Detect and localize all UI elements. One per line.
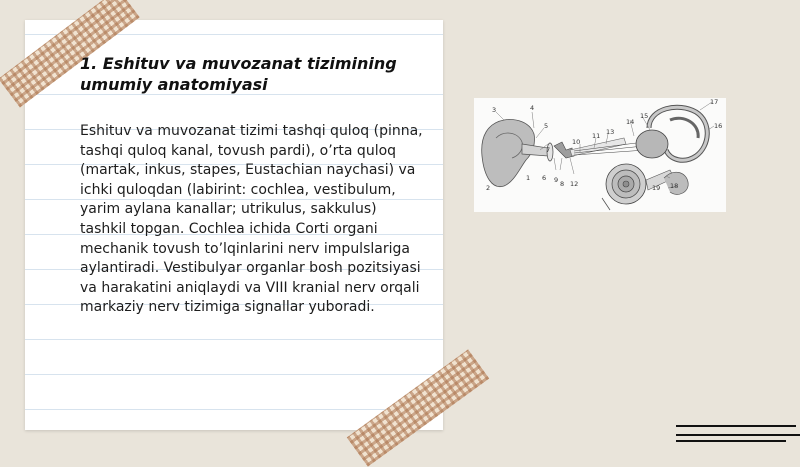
ear-anatomy-illustration	[474, 98, 726, 212]
slide-body-text: Eshituv va muvozanat tizimi tashqi quloq (pinna, tashqi quloq kanal, tovush pardi), o’rta quloq (martak, inkus, stapes, Eustachian naychasi) va ichki quloqdan (labirint: cochlea, vestibulum, yarim aylana kanallar; utrikulus, sakkulus) tashkil topgan. Cochlea ichida Corti organi mechanik tovush to’lqinlarini nerv impulslariga aylantiradi. Vestibulyar organlar bosh pozitsiyasi va harakatini aniqlaydi va VIII kranial nerv orqali markaziy nerv tizimiga signallar yuboradi.	[80, 123, 423, 316]
diagram-label-4: 4	[530, 104, 535, 112]
diagram-label-7: 7	[546, 146, 551, 154]
diagram-label-10: 10	[572, 138, 581, 146]
diagram-label-3: 3	[492, 106, 497, 114]
slide-title: 1. Eshituv va muvozanat tizimining umumiy anatomiyasi	[80, 54, 397, 94]
diagram-label-9: 9	[554, 176, 559, 184]
ear-canal	[522, 144, 551, 156]
decorative-line	[676, 425, 796, 427]
decorative-line	[676, 434, 800, 436]
diagram-label-18: 18	[670, 182, 679, 190]
diagram-label-2: 2	[486, 184, 491, 192]
diagram-label-12: 12	[570, 180, 579, 188]
diagram-label-13: 13	[606, 128, 615, 136]
diagram-label-5: 5	[544, 122, 549, 130]
diagram-label-15: 15	[640, 112, 649, 120]
diagram-label-11: 11	[592, 132, 601, 140]
diagram-label-1: 1	[526, 174, 531, 182]
diagram-label-8: 8	[560, 180, 565, 188]
ear-anatomy-diagram	[474, 98, 726, 212]
diagram-label-19: 19	[652, 184, 661, 192]
diagram-label-6: 6	[542, 174, 547, 182]
diagram-label-14: 14	[626, 118, 635, 126]
diagram-label-17: 17	[710, 98, 719, 106]
decorative-line	[676, 440, 786, 442]
vestibule-shape	[636, 130, 668, 158]
diagram-label-16: 16	[714, 122, 723, 130]
decorative-lines	[676, 423, 800, 443]
